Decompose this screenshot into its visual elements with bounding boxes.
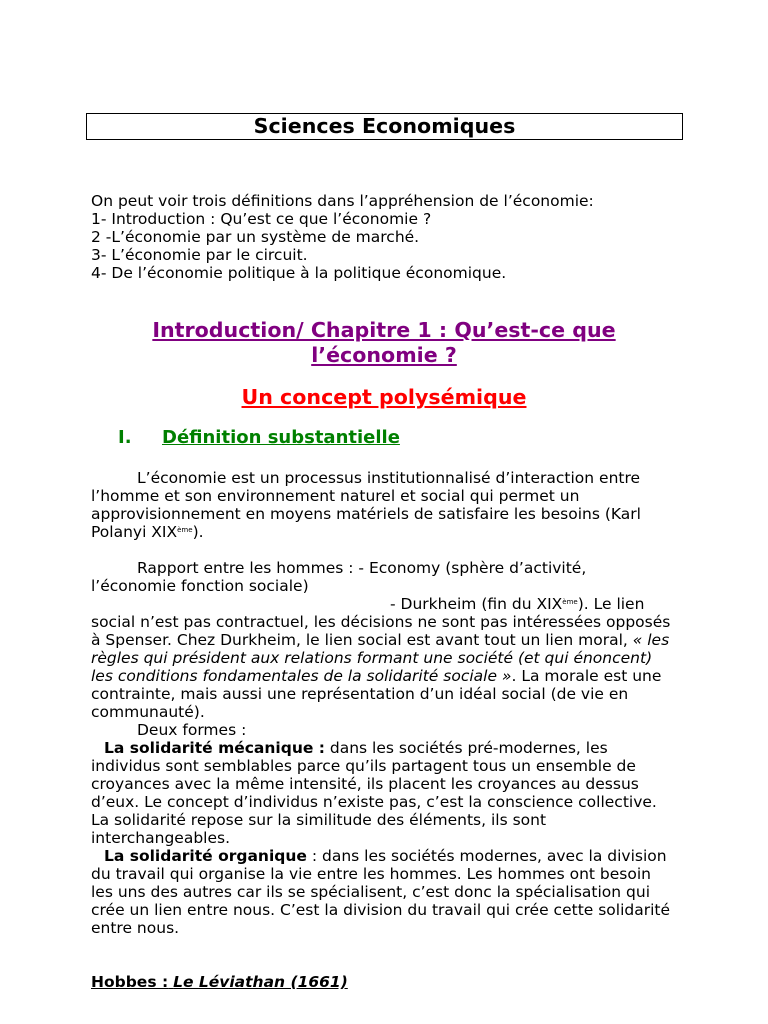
body-line: social n’est pas contractuel, les décisions ne sont pas intéressées opposés xyxy=(91,613,671,631)
body-line: individus sont semblables parce qu’ils partagent tous un ensemble de xyxy=(91,757,636,775)
title-box xyxy=(86,113,683,140)
chapter-heading-line: Introduction/ Chapitre 1 : Qu’est-ce que xyxy=(152,318,616,342)
body-line: d’eux. Le concept d’individus n’existe pas, c’est la conscience collective. xyxy=(91,793,657,811)
body-line: croyances avec la même intensité, ils placent les croyances au dessus xyxy=(91,775,639,793)
bold-term: La solidarité organique xyxy=(104,847,307,865)
body-line xyxy=(91,631,751,649)
body-line: communauté). xyxy=(91,703,205,721)
body-text: . La morale est une xyxy=(511,667,662,685)
body-line: interchangeables. xyxy=(91,829,231,847)
body-line: du travail qui organise la vie entre les hommes. Les hommes ont besoin xyxy=(91,865,651,883)
body-text: ). xyxy=(192,523,204,541)
intro-list-item: 4- De l’économie politique à la politique économique. xyxy=(91,264,507,282)
body-line: La solidarité repose sur la similitude des éléments, ils sont xyxy=(91,811,547,829)
reference-heading xyxy=(91,973,751,991)
body-line: L’économie est un processus institutionnalisé d’interaction entre xyxy=(137,469,641,487)
body-line: entre nous. xyxy=(91,919,180,937)
body-line: Rapport entre les hommes : - Economy (sphère d’activité, xyxy=(137,559,587,577)
body-text: à Spenser. Chez Durkheim, le lien social est avant tout un lien moral, xyxy=(91,631,633,649)
document-title: Sciences Economiques xyxy=(253,114,516,138)
body-line xyxy=(91,739,751,757)
blank-line xyxy=(91,937,751,955)
body-line xyxy=(91,523,751,541)
subsection-heading xyxy=(162,427,400,448)
chapter-heading-line: l’économie ? xyxy=(311,343,457,367)
intro-paragraph xyxy=(91,192,594,282)
body-line: crée un lien entre nous. C’est la division du travail qui crée cette solidarité xyxy=(91,901,671,919)
intro-list-item: 1- Introduction : Qu’est ce que l’économie ? xyxy=(91,210,432,228)
body-text: : dans les sociétés modernes, avec la division xyxy=(306,847,667,865)
subsection-number: I. xyxy=(118,427,132,448)
intro-list-item: 2 -L’économie par un système de marché. xyxy=(91,228,420,246)
section-heading xyxy=(91,385,677,409)
superscript: ème xyxy=(177,526,193,534)
intro-line: On peut voir trois définitions dans l’appréhension de l’économie: xyxy=(91,192,594,210)
body-line xyxy=(91,595,751,613)
body-line xyxy=(91,667,751,685)
reference-author: Hobbes : xyxy=(91,973,169,991)
document-body xyxy=(91,469,751,991)
body-text: - Durkheim (fin du XIX xyxy=(390,595,563,613)
section-heading-text: Un concept polysémique xyxy=(241,385,527,409)
blank-line xyxy=(91,541,751,559)
quotation-line: règles qui président aux relations formant une société (et qui énoncent) xyxy=(91,649,653,667)
blank-line xyxy=(91,955,751,973)
chapter-heading xyxy=(91,318,677,368)
bold-term: La solidarité mécanique : xyxy=(104,739,325,757)
body-line xyxy=(91,847,751,865)
body-text: ). Le lien xyxy=(577,595,645,613)
quotation: les conditions fondamentales de la solidarité sociale » xyxy=(91,667,512,685)
reference-underline xyxy=(91,973,348,991)
body-line: contrainte, mais aussi une représentation d’un idéal social (de vie en xyxy=(91,685,629,703)
superscript: ème xyxy=(562,598,578,606)
body-line: les uns des autres car ils se spécialisent, c’est donc la spécialisation qui xyxy=(91,883,651,901)
body-text: dans les sociétés pré-modernes, les xyxy=(324,739,608,757)
body-text: Polanyi XIX xyxy=(91,523,178,541)
reference-work: Le Léviathan (1661) xyxy=(173,973,348,991)
body-line: Deux formes : xyxy=(137,721,247,739)
body-line: approvisionnement en moyens matériels de satisfaire les besoins (Karl xyxy=(91,505,641,523)
quotation: « les xyxy=(632,631,670,649)
subsection-title: Définition substantielle xyxy=(162,427,400,448)
body-line: l’homme et son environnement naturel et social qui permet un xyxy=(91,487,580,505)
intro-list-item: 3- L’économie par le circuit. xyxy=(91,246,308,264)
body-line: l’économie fonction sociale) xyxy=(91,577,309,595)
